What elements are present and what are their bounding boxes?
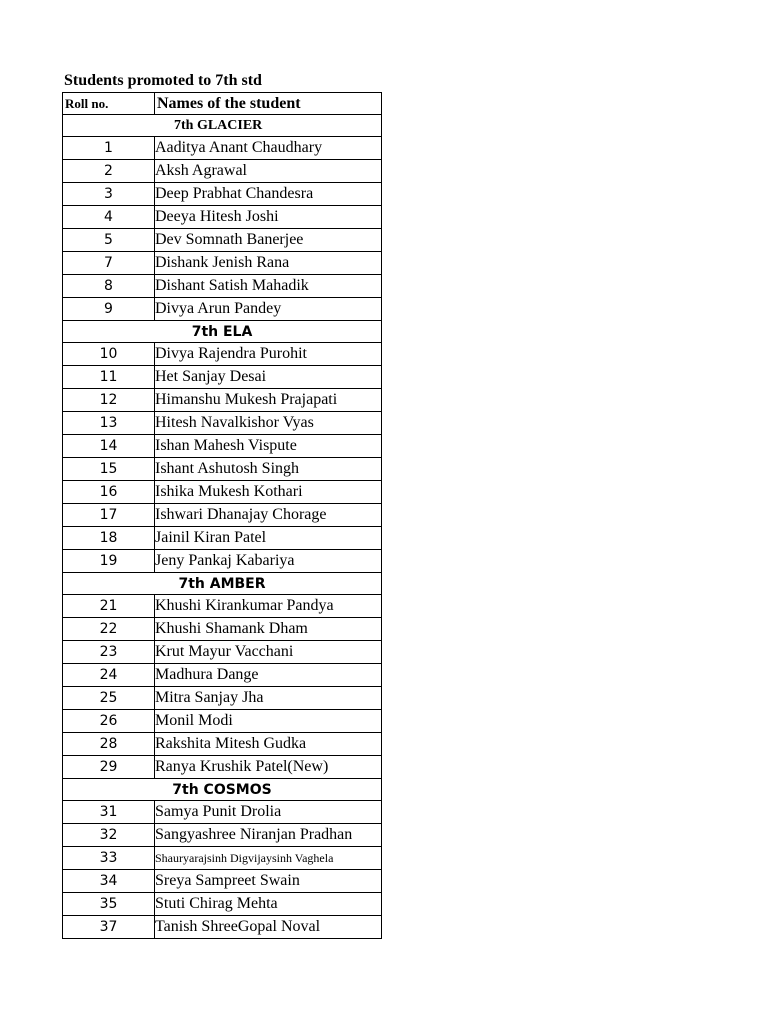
student-name-cell: Sreya Sampreet Swain xyxy=(155,870,382,893)
student-row xyxy=(63,687,382,710)
student-name-cell: Aaditya Anant Chaudhary xyxy=(155,137,382,160)
student-row xyxy=(63,801,382,824)
student-name-cell: Divya Arun Pandey xyxy=(155,298,382,321)
student-name-cell: Dishank Jenish Rana xyxy=(155,252,382,275)
roll-number-cell: 15 xyxy=(63,458,155,481)
student-row xyxy=(63,733,382,756)
student-row xyxy=(63,618,382,641)
roll-number-cell: 23 xyxy=(63,641,155,664)
roll-number-cell: 18 xyxy=(63,527,155,550)
student-row xyxy=(63,916,382,939)
student-name-cell: Monil Modi xyxy=(155,710,382,733)
roll-number-cell: 34 xyxy=(63,870,155,893)
roll-number-cell: 12 xyxy=(63,389,155,412)
student-name-cell: Ishant Ashutosh Singh xyxy=(155,458,382,481)
student-row xyxy=(63,870,382,893)
student-name-cell: Deeya Hitesh Joshi xyxy=(155,206,382,229)
section-header-row xyxy=(63,573,382,595)
student-name-cell: Jeny Pankaj Kabariya xyxy=(155,550,382,573)
student-name-cell: Aksh Agrawal xyxy=(155,160,382,183)
section-header-row xyxy=(63,779,382,801)
student-row xyxy=(63,275,382,298)
students-table xyxy=(62,92,382,939)
student-name-cell: Khushi Shamank Dham xyxy=(155,618,382,641)
section-title: 7th ELA xyxy=(63,321,382,343)
student-name-cell: Deep Prabhat Chandesra xyxy=(155,183,382,206)
roll-number-cell: 8 xyxy=(63,275,155,298)
student-name-cell: Divya Rajendra Purohit xyxy=(155,343,382,366)
student-name-cell: Ranya Krushik Patel(New) xyxy=(155,756,382,779)
roll-number-cell: 29 xyxy=(63,756,155,779)
roll-number-cell: 9 xyxy=(63,298,155,321)
roll-column-header: Roll no. xyxy=(63,93,155,115)
section-title: 7th AMBER xyxy=(63,573,382,595)
student-name-cell: Dev Somnath Banerjee xyxy=(155,229,382,252)
student-row xyxy=(63,252,382,275)
roll-number-cell: 11 xyxy=(63,366,155,389)
roll-number-cell: 25 xyxy=(63,687,155,710)
student-row xyxy=(63,412,382,435)
roll-number-cell: 28 xyxy=(63,733,155,756)
student-name-cell: Mitra Sanjay Jha xyxy=(155,687,382,710)
student-row xyxy=(63,824,382,847)
roll-number-cell: 26 xyxy=(63,710,155,733)
student-name-cell: Samya Punit Drolia xyxy=(155,801,382,824)
student-name-cell: Het Sanjay Desai xyxy=(155,366,382,389)
roll-number-cell: 21 xyxy=(63,595,155,618)
student-name-cell: Ishwari Dhanajay Chorage xyxy=(155,504,382,527)
student-row xyxy=(63,229,382,252)
student-row xyxy=(63,366,382,389)
student-row xyxy=(63,641,382,664)
table-header-row xyxy=(63,93,382,115)
roll-number-cell: 33 xyxy=(63,847,155,870)
student-name-cell: Tanish ShreeGopal Noval xyxy=(155,916,382,939)
student-name-cell: Khushi Kirankumar Pandya xyxy=(155,595,382,618)
student-name-cell: Jainil Kiran Patel xyxy=(155,527,382,550)
roll-number-cell: 31 xyxy=(63,801,155,824)
student-row xyxy=(63,160,382,183)
section-header-row xyxy=(63,115,382,137)
roll-number-cell: 24 xyxy=(63,664,155,687)
section-title: 7th GLACIER xyxy=(63,115,382,137)
roll-number-cell: 1 xyxy=(63,137,155,160)
student-name-cell: Madhura Dange xyxy=(155,664,382,687)
roll-number-cell: 10 xyxy=(63,343,155,366)
roll-number-cell: 35 xyxy=(63,893,155,916)
student-row xyxy=(63,893,382,916)
student-row xyxy=(63,710,382,733)
student-row xyxy=(63,298,382,321)
student-row xyxy=(63,847,382,870)
roll-number-cell: 37 xyxy=(63,916,155,939)
student-row xyxy=(63,206,382,229)
section-header-row xyxy=(63,321,382,343)
roll-number-cell: 16 xyxy=(63,481,155,504)
student-name-cell: Krut Mayur Vacchani xyxy=(155,641,382,664)
name-column-header: Names of the student xyxy=(155,93,382,115)
student-name-cell: Ishan Mahesh Vispute xyxy=(155,435,382,458)
student-row xyxy=(63,481,382,504)
student-row xyxy=(63,137,382,160)
student-name-cell: Rakshita Mitesh Gudka xyxy=(155,733,382,756)
student-row xyxy=(63,389,382,412)
student-name-cell: Himanshu Mukesh Prajapati xyxy=(155,389,382,412)
student-row xyxy=(63,664,382,687)
roll-number-cell: 3 xyxy=(63,183,155,206)
roll-number-cell: 19 xyxy=(63,550,155,573)
student-name-cell: Ishika Mukesh Kothari xyxy=(155,481,382,504)
student-row xyxy=(63,458,382,481)
student-name-cell: Hitesh Navalkishor Vyas xyxy=(155,412,382,435)
student-name-cell: Shauryarajsinh Digvijaysinh Vaghela xyxy=(155,847,382,870)
student-name-cell: Dishant Satish Mahadik xyxy=(155,275,382,298)
student-row xyxy=(63,595,382,618)
student-row xyxy=(63,435,382,458)
roll-number-cell: 5 xyxy=(63,229,155,252)
roll-number-cell: 2 xyxy=(63,160,155,183)
student-row xyxy=(63,504,382,527)
student-name-cell: Sangyashree Niranjan Pradhan xyxy=(155,824,382,847)
roll-number-cell: 13 xyxy=(63,412,155,435)
roll-number-cell: 4 xyxy=(63,206,155,229)
roll-number-cell: 7 xyxy=(63,252,155,275)
section-title: 7th COSMOS xyxy=(63,779,382,801)
student-row xyxy=(63,527,382,550)
roll-number-cell: 32 xyxy=(63,824,155,847)
student-row xyxy=(63,343,382,366)
student-row xyxy=(63,183,382,206)
student-row xyxy=(63,756,382,779)
student-name-cell: Stuti Chirag Mehta xyxy=(155,893,382,916)
roll-number-cell: 17 xyxy=(63,504,155,527)
roll-number-cell: 14 xyxy=(63,435,155,458)
roll-number-cell: 22 xyxy=(63,618,155,641)
student-row xyxy=(63,550,382,573)
page-title: Students promoted to 7th std xyxy=(64,72,262,89)
